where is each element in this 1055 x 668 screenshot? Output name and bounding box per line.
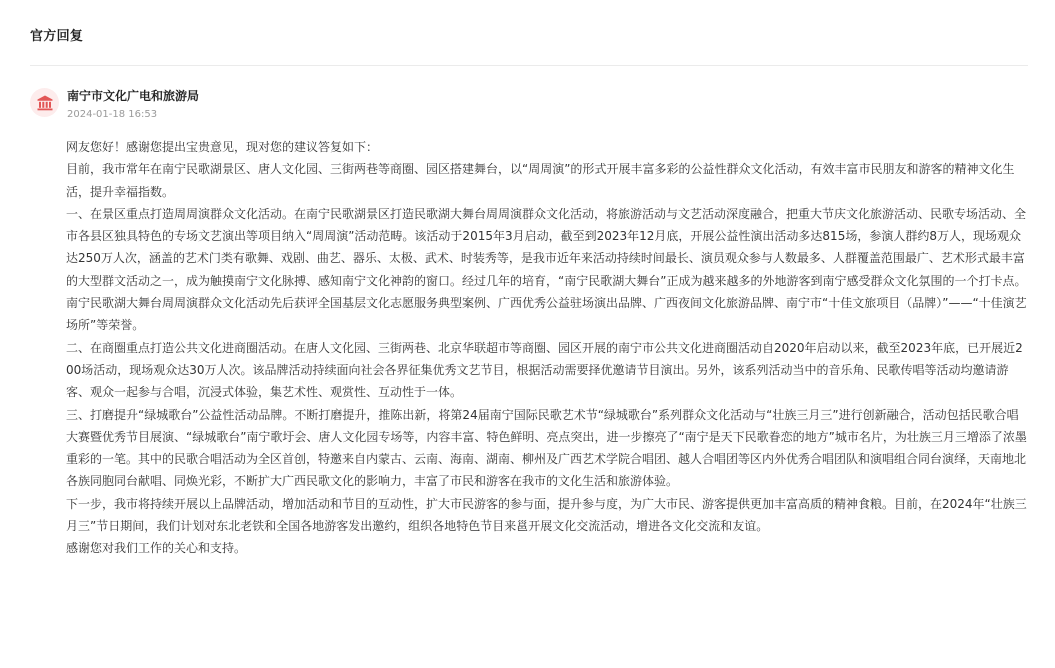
- author-name[interactable]: 南宁市文化广电和旅游局: [67, 89, 200, 103]
- reply-content: [66, 136, 1030, 560]
- reply-paragraph-point-2: 二、在商圈重点打造公共文化进商圈活动。在唐人文化园、三街两巷、北京华联超市等商圈、园区开展的南宁市公共文化进商圈活动自2020年启动以来，截至2023年底，已开展近200场活动，现场观众达30万人次。该品牌活动持续面向社会各界征集优秀文艺节目，根据活动需要择优邀请节目演出。另外，该系列活动当中的音乐角、民歌传唱等活动均邀请游客、观众一起参与合唱，沉浸式体验，集艺术性、观赏性、互动性于一体。: [66, 340, 1023, 400]
- reply-paragraph-next-steps: 下一步，我市将持续开展以上品牌活动，增加活动和节目的互动性，扩大市民游客的参与面，提升参与度，为广大市民、游客提供更加丰富高质的精神食粮。目前，在2024年“壮族三月三”节日期间，我们计划对东北老铁和全国各地游客发出邀约，组织各地特色节目来邕开展文化交流活动，增进各文化交流和友谊。: [66, 496, 1027, 534]
- reply-paragraph-intro: 目前，我市常年在南宁民歌湖景区、唐人文化园、三街两巷等商圈、园区搭建舞台，以“周周演”的形式开展丰富多彩的公益性群众文化活动，有效丰富市民朋友和游客的精神文化生活，提升幸福指数。: [66, 162, 1015, 199]
- reply-paragraph-closing: 感谢您对我们工作的关心和支持。: [66, 541, 247, 556]
- section-title: 官方回复: [30, 29, 84, 44]
- divider: [30, 65, 1028, 66]
- reply-paragraph-point-3: 三、打磨提升“绿城歌台”公益性活动品牌。不断打磨提升，推陈出新，将第24届南宁国际民歌艺术节“绿城歌台”系列群众文化活动与“壮族三月三”进行创新融合，活动包括民歌合唱大赛暨优秀节目展演、“绿城歌台”南宁歌圩会、唐人文化园专场等，内容丰富、特色鲜明、亮点突出，进一步擦亮了“南宁是天下民歌眷恋的地方”城市名片，为壮族三月三增添了浓墨重彩的一笔。其中的民歌合唱活动为全区首创，特邀来自内蒙古、云南、海南、湖南、柳州及广西艺术学院合唱团、越人合唱团等区内外优秀合唱团队和演唱组合同台演绎，天南地北各族同胞同台献唱、同焕光彩，不断扩大广西民歌文化的影响力，丰富了市民和游客在我市的文化生活和旅游体验。: [66, 407, 1027, 489]
- reply-timestamp: 2024-01-18 16:53: [67, 109, 158, 120]
- author-meta: [67, 88, 199, 122]
- avatar: [30, 88, 59, 117]
- reply-paragraph-greeting: 网友您好！感谢您提出宝贵意见，现对您的建议答复如下：: [66, 140, 379, 154]
- government-building-icon: [36, 94, 54, 112]
- author-header: [30, 88, 199, 122]
- reply-paragraph-point-1: 一、在景区重点打造周周演群众文化活动。在南宁民歌湖景区打造民歌湖大舞台周周演群众文化活动，将旅游活动与文艺活动深度融合，把重大节庆文化旅游活动、民歌专场活动、全市各县区独具特色的专场文艺演出等项目纳入“周周演”活动范畴。该活动于2015年3月启动，截至到2023年12月底，开展公益性演出活动多达815场，参演人群约8万人，现场观众达250万人次，涵盖的艺术门类有歌舞、戏剧、曲艺、器乐、太极、武术、时装秀等，是我市近年来活动持续时间最长、演员观众参与人数最多、人群覆盖范围最广、艺术形式最丰富的大型群文活动之一，成为触摸南宁文化脉搏、感知南宁文化神韵的窗口。经过几年的培育，“南宁民歌湖大舞台”正成为越来越多的外地游客到南宁感受群众文化氛围的一个打卡点。南宁民歌湖大舞台周周演群众文化活动先后获评全国基层文化志愿服务典型案例、广西优秀公益驻场演出品牌、广西夜间文化旅游品牌、南宁市“十佳文旅项目（品牌）”——“十佳演艺场所”等荣誉。: [66, 206, 1027, 333]
